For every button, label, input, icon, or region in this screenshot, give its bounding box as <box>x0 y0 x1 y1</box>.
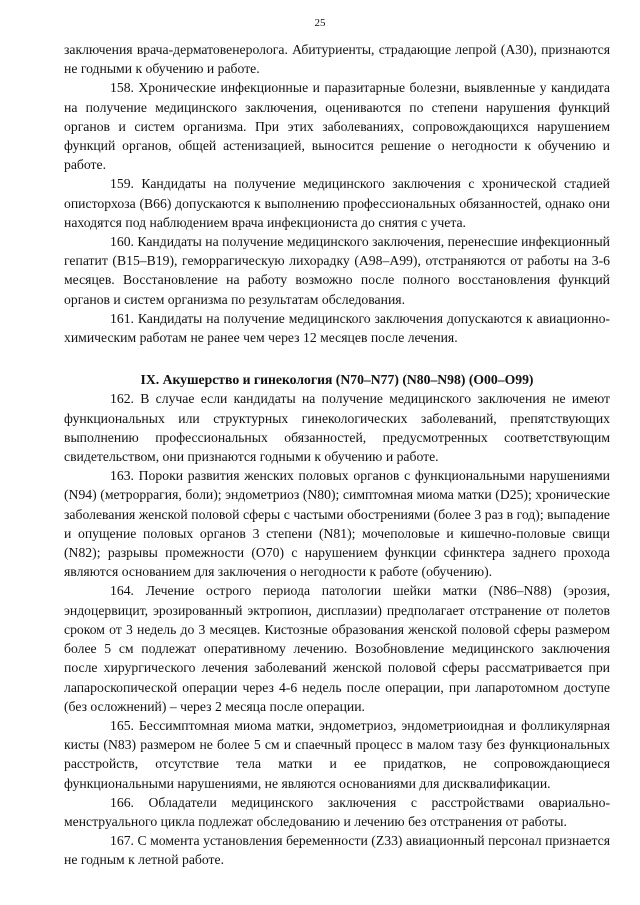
paragraph-159: 159. Кандидаты на получение медицинского заключения с хронической стадией описторхоза (B66) допускаются к выполнению профессиональных обязанностей, однако они находятся под наблюдением врача инфекциониста до снятия с учета. <box>64 176 610 230</box>
paragraph-162: 162. В случае если кандидаты на получение медицинского заключения не имеют функциональных или структурных гинекологических заболеваний, препятствующих выполнению профессиональных обязанностей, предусмотренных соответствующим свидетельством, они признаются годными к обучению и работе. <box>64 391 610 465</box>
paragraph-166: 166. Обладатели медицинского заключения с расстройствами овариально-менструального цикла подлежат обследованию и лечению без отстранения от работы. <box>64 794 610 829</box>
section-heading: IX. Акушерство и гинекология (N70–N77) (N80–N98) (O00–O99) <box>140 372 534 388</box>
paragraph-164: 164. Лечение острого периода патологии шейки матки (N86–N88) (эрозия, эндоцервицит, эрозированный эктропион, дисплазии) предполагает отстранение от полетов сроком от 3 недель до 3 месяцев. Кистозные образования женской половой сферы размером более 5 см подлежат оперативному лечению. Возобновление медицинского заключения после хирургического лечения заболеваний женской половой сферы рассматривается при лапароскопической операции через 4-6 недель после операции, при лапаротомном доступе (без осложнений) – через 2 месяца после операции. <box>64 583 610 714</box>
paragraph-163: 163. Пороки развития женских половых органов с функциональными нарушениями (N94) (метроррагия, боли); эндометриоз (N80); симптомная миома матки (D25); хронические заболевания женской половой сферы с частыми обострениями (более 3 раз в год); выпадение и опущение половых органов 3 степени (N81); мочеполовые и кишечно-половые свищи (N82); разрывы промежности (O70) с нарушением функции сфинктера заднего прохода являются основанием для заключения о негодности к работе (обучению). <box>64 468 610 580</box>
paragraph-165: 165. Бессимптомная миома матки, эндометриоз, эндометриоидная и фолликулярная кисты (N83) размером не более 5 см и спаечный процесс в малом тазу без функциональных расстройств, отсутствие тела матки и ее придатков, не сопровождающиеся функциональными нарушениями, не являются основаниями для дисквалификации. <box>64 717 610 791</box>
paragraph-161: 161. Кандидаты на получение медицинского заключения допускаются к авиационно-химическим работам не ранее чем через 12 месяцев после лечения. <box>64 310 610 346</box>
paragraph-167: 167. С момента установления беременности (Z33) авиационный персонал признается не годным к летной работе. <box>64 833 610 868</box>
paragraph-157-continuation: заключения врача-дерматовенеролога. Абитуриенты, страдающие лепрой (A30), признаются не годными к обучению и работе. <box>64 42 610 77</box>
paragraph-158: 158. Хронические инфекционные и паразитарные болезни, выявленные у кандидата на получение медицинского заключения, оцениваются по степени нарушения функций органов и систем организма. При этих заболеваниях, сопровождающихся нарушением функций органов, общей астенизацией, выносится решение о негодности к обучению и работе. <box>64 80 610 173</box>
paragraph-160: 160. Кандидаты на получение медицинского заключения, перенесшие инфекционный гепатит (B15–B19), геморрагическую лихорадку (A98–A99), отстраняются от работы на 3-6 месяцев. Восстановление на работу возможно после полного восстановления функций органов и систем организма по результатам обследования. <box>64 234 610 307</box>
page-number: 25 <box>314 17 326 29</box>
document-body <box>64 40 610 870</box>
